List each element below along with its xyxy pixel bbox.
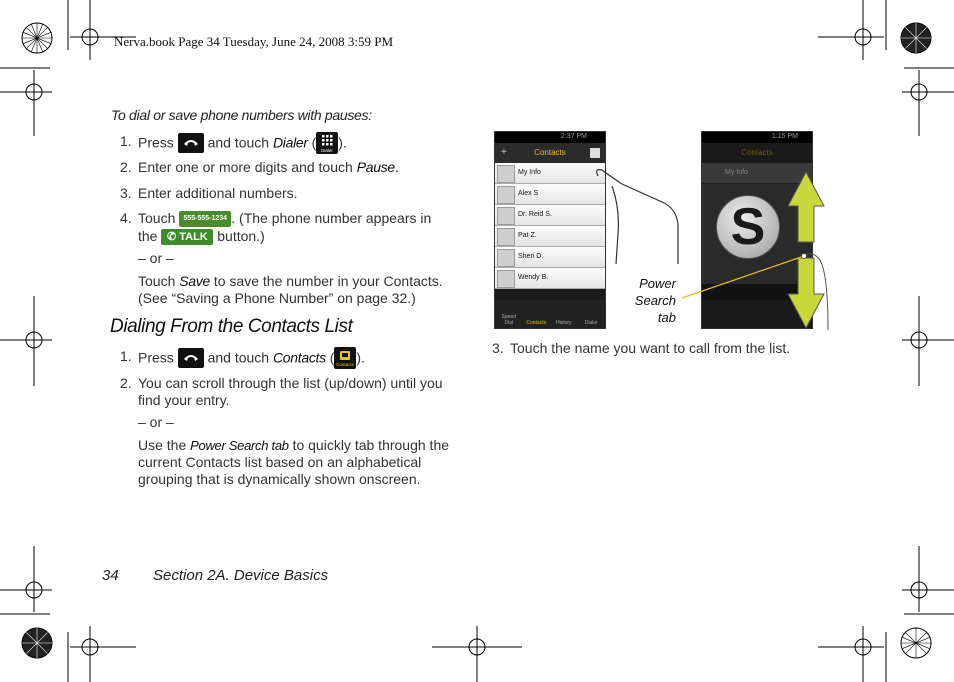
contacts-icon <box>334 347 356 369</box>
avatar <box>497 228 515 246</box>
dialer-icon <box>316 132 338 154</box>
contacts-header: + Contacts <box>495 143 605 163</box>
status-bar: 1:15 PM <box>702 132 812 143</box>
avatar <box>497 186 515 204</box>
contacts-use-line-3: grouping that is dynamically shown onscreen. <box>138 471 421 487</box>
contacts-use-line-2: current Contacts list based on an alphabetical <box>138 454 422 470</box>
callout-leader-line <box>680 252 810 302</box>
list-item: My Info <box>702 163 812 184</box>
avatar <box>497 207 515 225</box>
bottom-tab-bar: Speed Dial Contacts History Dialer <box>495 300 605 328</box>
avatar <box>497 270 515 288</box>
list-item: Sheri D. <box>495 247 605 268</box>
finger-illustration <box>592 164 682 264</box>
section-title: Dialing From the Contacts List <box>110 316 353 337</box>
svg-text:Dialer: Dialer <box>321 148 334 153</box>
page-header: Nerva.book Page 34 Tuesday, June 24, 2008 3:59 PM <box>114 34 394 49</box>
contacts-list <box>495 163 605 289</box>
trash-icon <box>590 148 600 158</box>
page-number: 34 <box>102 567 119 584</box>
list-item: Pat Z. <box>495 226 605 247</box>
avatar <box>497 249 515 267</box>
end-key-icon <box>178 133 204 153</box>
add-icon: + <box>501 147 507 158</box>
contacts-header: Contacts <box>702 143 812 163</box>
power-search-letter: S <box>716 195 780 259</box>
pauses-or: – or – <box>138 250 174 266</box>
contacts-or: – or – <box>138 414 174 430</box>
talk-button-icon: ✆ TALK <box>161 229 213 245</box>
pauses-save-line-1: Touch Save to save the number in your Contacts. <box>138 273 443 289</box>
pauses-save-line-2: (See “Saving a Phone Number” on page 32.) <box>138 290 416 306</box>
list-item: Alex S <box>495 184 605 205</box>
avatar <box>497 165 515 183</box>
power-search-callout: Power Search tab <box>634 276 676 325</box>
contacts-step-2-line-2: find your entry. <box>138 392 230 408</box>
phone-number-button-icon: 555-555-1234 <box>179 211 231 227</box>
contacts-use-line-1: Use the Power Search tab to quickly tab through the <box>138 437 450 453</box>
end-key-icon <box>178 348 204 368</box>
pauses-step-4-line-2: the ✆ TALK button.) <box>138 228 265 244</box>
status-bar: 2:37 PM <box>495 132 605 143</box>
list-item: Dr. Reid S. <box>495 205 605 226</box>
list-item: Wendy B. <box>495 268 605 289</box>
list-item: My Info <box>495 163 605 184</box>
section-label: Section 2A. Device Basics <box>153 567 329 584</box>
phone-screenshot-contacts <box>494 131 606 329</box>
pauses-subhead: To dial or save phone numbers with pauses: <box>111 107 372 123</box>
svg-text:Contacts: Contacts <box>336 362 355 367</box>
